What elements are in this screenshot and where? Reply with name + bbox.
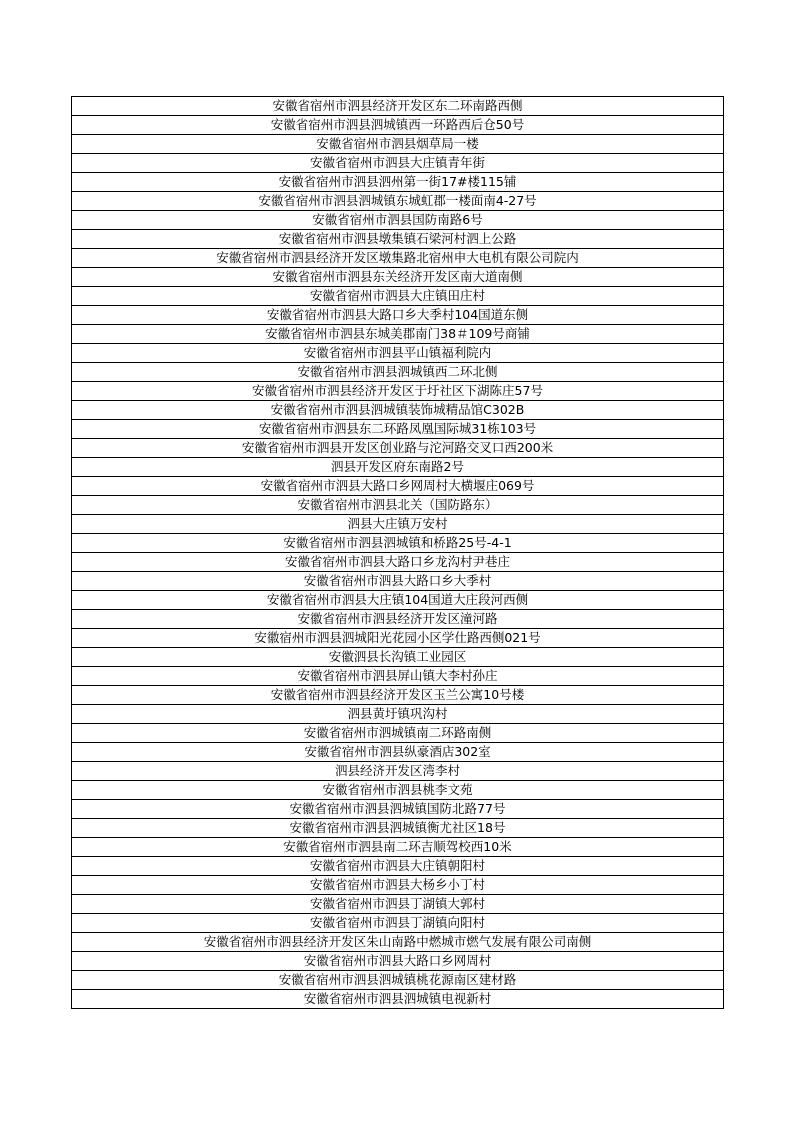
address-cell: 安徽省宿州市泗县泗城镇桃花源南区建材路 [72,971,724,990]
address-cell: 安徽省宿州市泗县泗城镇装饰城精品馆C302B [72,401,724,420]
address-cell: 安徽省宿州市泗县泗城镇衡尤社区18号 [72,819,724,838]
address-cell: 安徽省宿州市泗县东关经济开发区南大道南侧 [72,268,724,287]
table-row [72,800,724,819]
table-row [72,990,724,1009]
table-row [72,952,724,971]
address-cell: 安徽省宿州市泗县泗城镇东城虹郡一楼面南4-27号 [72,192,724,211]
address-cell: 安徽省宿州市泗县国防南路6号 [72,211,724,230]
address-cell: 安徽省宿州市泗县桃李文苑 [72,781,724,800]
table-row [72,154,724,173]
table-row [72,610,724,629]
address-cell: 安徽省宿州市泗县平山镇福利院内 [72,344,724,363]
table-row [72,116,724,135]
table-row [72,420,724,439]
table-row [72,629,724,648]
table-row [72,553,724,572]
address-cell: 安徽省宿州市泗县北关（国防路东） [72,496,724,515]
table-row [72,648,724,667]
table-row [72,819,724,838]
table-row [72,363,724,382]
address-cell: 安徽省宿州市泗县泗城镇和桥路25号-4-1 [72,534,724,553]
address-cell: 安徽省宿州市泗县泗州第一街17#楼115铺 [72,173,724,192]
table-row [72,762,724,781]
table-row [72,876,724,895]
address-cell: 安徽省宿州市泗县经济开发区朱山南路中燃城市燃气发展有限公司南侧 [72,933,724,952]
address-cell: 安徽省宿州市泗县经济开发区于圩社区下湖陈庄57号 [72,382,724,401]
address-cell: 安徽省宿州市泗县泗城镇国防北路77号 [72,800,724,819]
table-row [72,97,724,116]
address-cell: 安徽省宿州市泗县大庄镇青年街 [72,154,724,173]
address-cell: 安徽省宿州市泗县南二环吉顺驾校西10米 [72,838,724,857]
table-row [72,857,724,876]
address-cell: 安徽省宿州市泗县开发区创业路与沱河路交叉口西200米 [72,439,724,458]
address-cell: 安徽省宿州市泗县东二环路凤凰国际城31栋103号 [72,420,724,439]
table-row [72,249,724,268]
address-cell: 安徽省宿州市泗县大路口乡大季村104国道东侧 [72,306,724,325]
address-table-body [72,97,724,1009]
table-row [72,515,724,534]
address-cell: 安徽泗县长沟镇工业园区 [72,648,724,667]
address-table [71,96,724,1009]
table-row [72,192,724,211]
address-cell: 安徽省宿州市泗县烟草局一楼 [72,135,724,154]
table-row [72,572,724,591]
address-cell: 安徽省宿州市泗县经济开发区玉兰公寓10号楼 [72,686,724,705]
table-row [72,458,724,477]
address-cell: 安徽省宿州市泗县大路口乡网周村 [72,952,724,971]
table-row [72,344,724,363]
address-cell: 安徽省宿州市泗县泗城镇电视新村 [72,990,724,1009]
table-row [72,781,724,800]
table-row [72,496,724,515]
table-row [72,287,724,306]
address-cell: 安徽省宿州市泗县大庄镇104国道大庄段河西侧 [72,591,724,610]
table-row [72,705,724,724]
address-cell: 安徽省宿州市泗县墩集镇石梁河村泗上公路 [72,230,724,249]
address-cell: 安徽省宿州市泗县大路口乡网周村大横堰庄069号 [72,477,724,496]
address-cell: 泗县大庄镇万安村 [72,515,724,534]
address-cell: 安徽省宿州市泗县经济开发区潼河路 [72,610,724,629]
table-row [72,591,724,610]
table-row [72,895,724,914]
address-cell: 安徽宿州市泗县泗城阳光花园小区学仕路西侧021号 [72,629,724,648]
address-cell: 泗县经济开发区湾李村 [72,762,724,781]
table-row [72,686,724,705]
table-row [72,211,724,230]
address-cell: 安徽省宿州市泗城镇南二环路南侧 [72,724,724,743]
table-row [72,439,724,458]
table-row [72,173,724,192]
address-cell: 安徽省宿州市泗县纵豪酒店302室 [72,743,724,762]
table-row [72,933,724,952]
address-cell: 泗县开发区府东南路2号 [72,458,724,477]
address-cell: 安徽省宿州市泗县丁湖镇向阳村 [72,914,724,933]
address-cell: 安徽省宿州市泗县丁湖镇大郭村 [72,895,724,914]
table-row [72,914,724,933]
table-row [72,534,724,553]
address-cell: 安徽省宿州市泗县大庄镇田庄村 [72,287,724,306]
table-row [72,382,724,401]
address-cell: 安徽省宿州市泗县大杨乡小丁村 [72,876,724,895]
table-row [72,268,724,287]
address-cell: 安徽省宿州市泗县大路口乡龙沟村尹巷庄 [72,553,724,572]
table-row [72,135,724,154]
table-row [72,838,724,857]
table-row [72,325,724,344]
table-row [72,724,724,743]
table-row [72,971,724,990]
address-cell: 安徽省宿州市泗县泗城镇西一环路西后仓50号 [72,116,724,135]
address-cell: 安徽省宿州市泗县经济开发区墩集路北宿州申大电机有限公司院内 [72,249,724,268]
address-cell: 安徽省宿州市泗县经济开发区东二环南路西侧 [72,97,724,116]
address-cell: 安徽省宿州市泗县大路口乡大季村 [72,572,724,591]
address-cell: 安徽省宿州市泗县东城美郡南门38＃109号商铺 [72,325,724,344]
table-row [72,477,724,496]
address-cell: 安徽省宿州市泗县屏山镇大李村孙庄 [72,667,724,686]
table-row [72,230,724,249]
table-row [72,401,724,420]
table-row [72,667,724,686]
table-row [72,743,724,762]
address-cell: 安徽省宿州市泗县泗城镇西二环北侧 [72,363,724,382]
address-cell: 泗县黄圩镇巩沟村 [72,705,724,724]
table-row [72,306,724,325]
address-cell: 安徽省宿州市泗县大庄镇朝阳村 [72,857,724,876]
